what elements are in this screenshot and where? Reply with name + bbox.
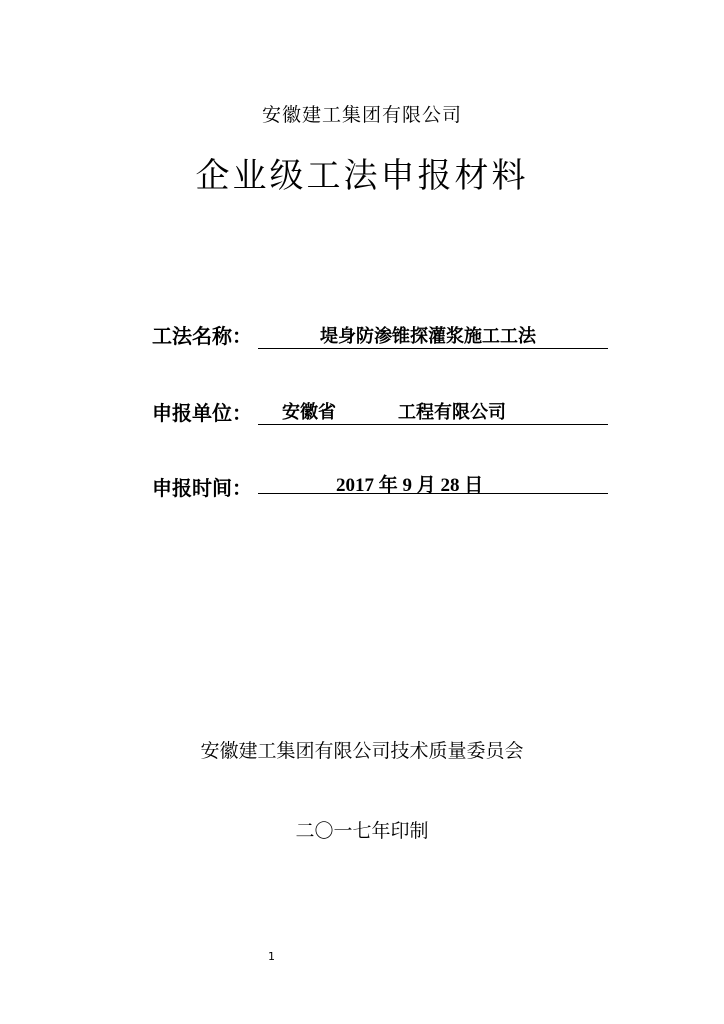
- unit-province-value: 安徽省: [282, 402, 336, 423]
- unit-colon: ：: [232, 401, 252, 425]
- method-name-label: [152, 320, 252, 349]
- date-underline: [258, 493, 608, 494]
- method-name-underline: [258, 348, 608, 349]
- date-value: 2017 年 9 月 28 日: [336, 475, 484, 496]
- unit-label-text: 申报单位: [152, 401, 232, 425]
- method-name-label-text: 工法名称: [152, 324, 232, 348]
- method-name-colon: ：: [232, 324, 252, 348]
- unit-company-value: 工程有限公司: [398, 402, 506, 423]
- method-name-value: 堤身防渗锥探灌浆施工工法: [320, 326, 536, 347]
- page-number: 1: [268, 950, 275, 963]
- company-name: 安徽建工集团有限公司: [261, 104, 462, 126]
- date-label: [152, 472, 252, 501]
- unit-underline: [258, 424, 608, 425]
- printed-year: 二〇一七年印制: [295, 820, 429, 842]
- committee-name: 安徽建工集团有限公司技术质量委员会: [200, 740, 524, 762]
- date-label-text: 申报时间: [152, 476, 232, 500]
- document-title: 企业级工法申报材料: [195, 156, 529, 196]
- date-colon: ：: [232, 476, 252, 500]
- unit-label: [152, 397, 252, 426]
